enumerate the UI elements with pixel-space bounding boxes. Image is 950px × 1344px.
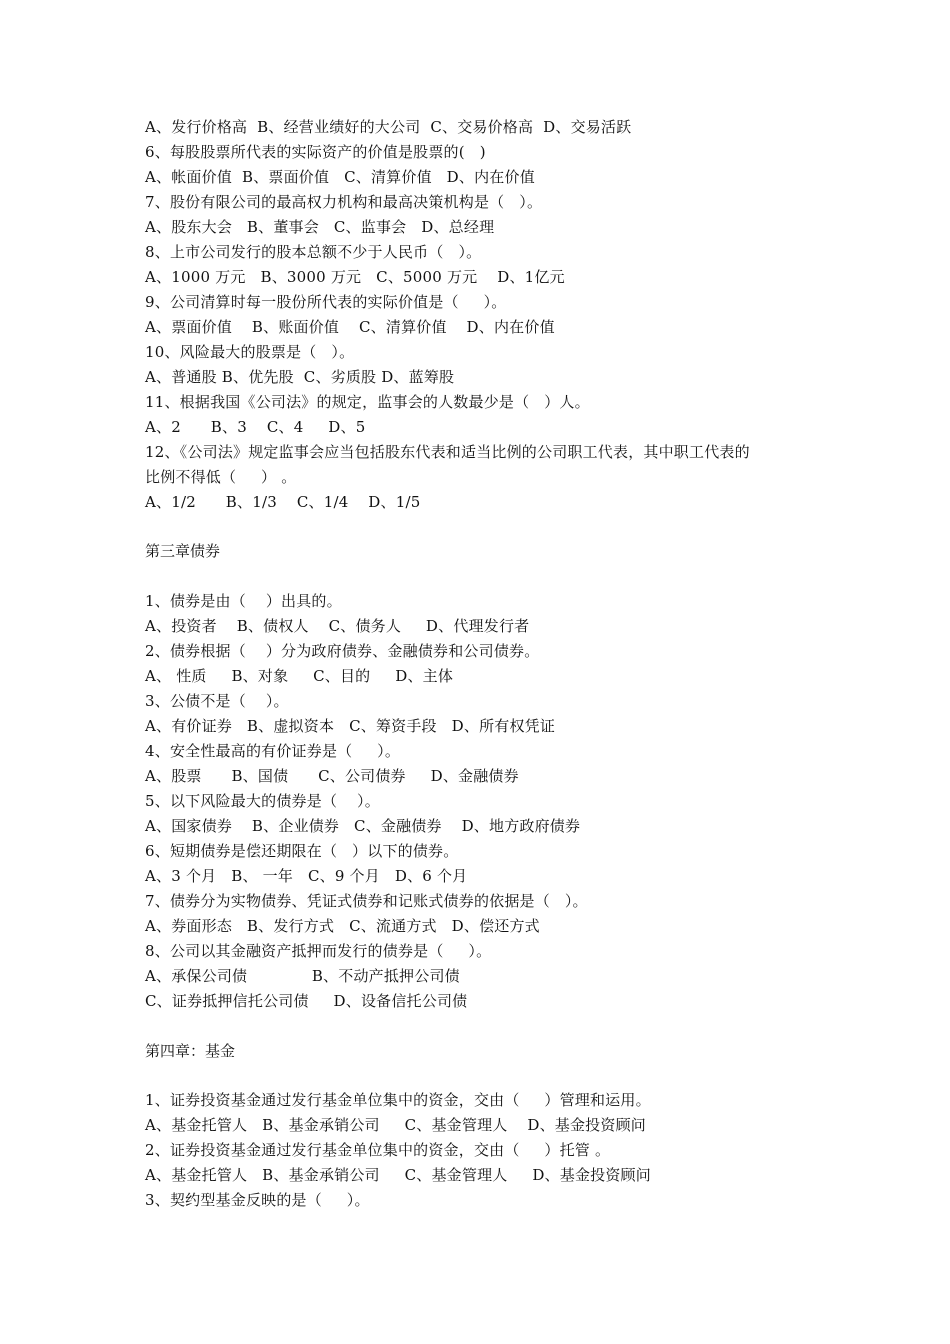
question-line: 6、短期债券是偿还期限在（ ）以下的债券。 — [145, 842, 459, 860]
question-line: 11、根据我国《公司法》的规定，监事会的人数最少是（ ）人。 — [145, 393, 590, 411]
question-line: 2、证券投资基金通过发行基金单位集中的资金，交由（ ）托管 。 — [145, 1141, 611, 1159]
question-line: 6、每股股票所代表的实际资产的价值是股票的( ) — [145, 143, 486, 161]
option-line: A、普通股 B、优先股 C、劣质股 D、蓝筹股 — [145, 368, 455, 386]
question-line-continued: 比例不得低（ ） 。 — [145, 468, 297, 486]
option-line: C、证券抵押信托公司债 D、设备信托公司债 — [145, 992, 468, 1010]
question-line: 12、《公司法》规定监事会应当包括股东代表和适当比例的公司职工代表，其中职工代表的 — [145, 443, 750, 461]
option-line: A、2 B、3 C、4 D、5 — [145, 418, 366, 436]
option-line: A、投资者 B、债权人 C、债务人 D、代理发行者 — [145, 617, 530, 635]
option-line: A、券面形态 B、发行方式 C、流通方式 D、偿还方式 — [145, 917, 540, 935]
option-line: A、帐面价值 B、票面价值 C、清算价值 D、内在价值 — [145, 168, 535, 186]
option-line: A、基金托管人 B、基金承销公司 C、基金管理人 D、基金投资顾问 — [145, 1166, 651, 1184]
option-line: A、有价证券 B、虚拟资本 C、筹资手段 D、所有权凭证 — [145, 717, 556, 735]
option-line: A、国家债券 B、企业债券 C、金融债券 D、地方政府债券 — [145, 817, 581, 835]
option-line: A、1000 万元 B、3000 万元 C、5000 万元 D、1亿元 — [145, 268, 565, 286]
question-line: 8、上市公司发行的股本总额不少于人民币（ ）。 — [145, 243, 482, 261]
option-line: A、股东大会 B、董事会 C、监事会 D、总经理 — [145, 218, 495, 236]
option-line: A、发行价格高 B、经营业绩好的大公司 C、交易价格高 D、交易活跃 — [145, 118, 632, 136]
option-line: A、3 个月 B、 一年 C、9 个月 D、6 个月 — [145, 867, 468, 885]
option-line: A、 性质 B、对象 C、目的 D、主体 — [145, 667, 454, 685]
question-line: 3、契约型基金反映的是（ ）。 — [145, 1191, 370, 1209]
question-line: 3、公债不是（ ）。 — [145, 692, 289, 710]
option-line: A、票面价值 B、账面价值 C、清算价值 D、内在价值 — [145, 318, 555, 336]
question-line: 7、股份有限公司的最高权力机构和最高决策机构是（ ）。 — [145, 193, 543, 211]
question-line: 4、安全性最高的有价证券是（ ）。 — [145, 742, 401, 760]
question-line: 5、以下风险最大的债券是（ ）。 — [145, 792, 380, 810]
question-line: 10、风险最大的股票是（ ）。 — [145, 343, 355, 361]
option-line: A、股票 B、国债 C、公司债券 D、金融债券 — [145, 767, 519, 785]
chapter-3-title: 第三章债券 — [145, 542, 221, 560]
question-line: 9、公司清算时每一股份所代表的实际价值是（ ）。 — [145, 293, 507, 311]
option-line: A、基金托管人 B、基金承销公司 C、基金管理人 D、基金投资顾问 — [145, 1116, 646, 1134]
question-line: 2、债券根据（ ）分为政府债券、金融债券和公司债券。 — [145, 642, 540, 660]
option-line: A、1/2 B、1/3 C、1/4 D、1/5 — [145, 493, 421, 511]
chapter-4-title: 第四章：基金 — [145, 1042, 236, 1060]
option-line: A、承保公司债 B、不动产抵押公司债 — [145, 967, 460, 985]
question-line: 1、债券是由（ ）出具的。 — [145, 592, 342, 610]
question-line: 7、债券分为实物债券、凭证式债券和记账式债券的依据是（ ）。 — [145, 892, 588, 910]
question-line: 8、公司以其金融资产抵押而发行的债券是（ ）。 — [145, 942, 492, 960]
question-line: 1、证券投资基金通过发行基金单位集中的资金，交由（ ）管理和运用。 — [145, 1091, 651, 1109]
